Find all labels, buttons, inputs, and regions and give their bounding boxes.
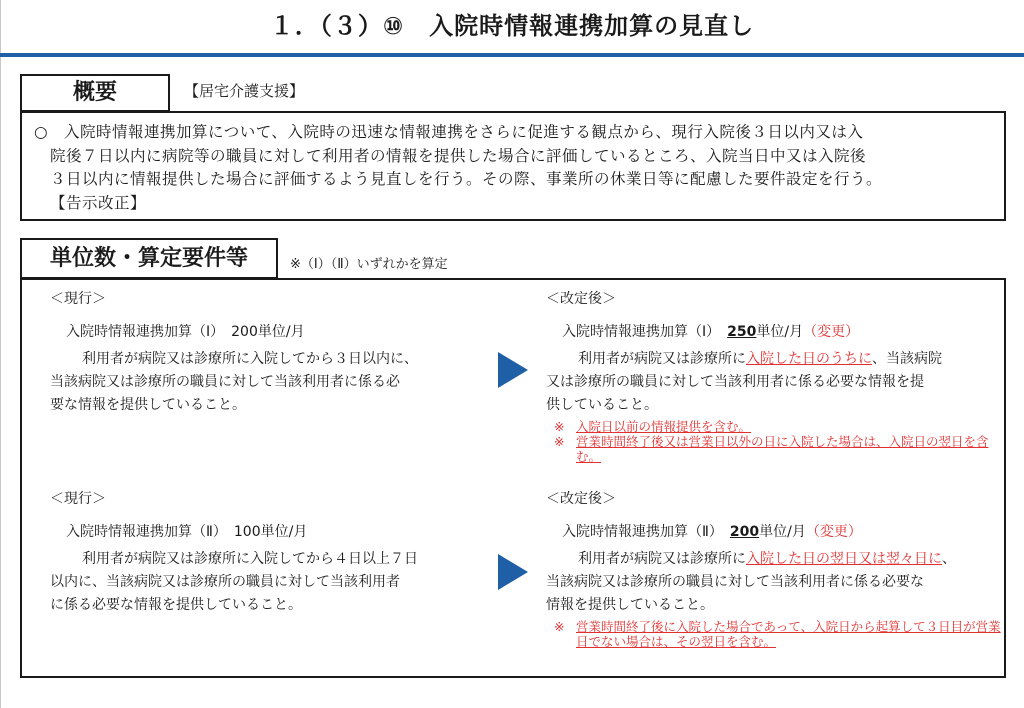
current-label: ＜現行＞ [50, 491, 106, 507]
revised-value: 250 [727, 324, 757, 340]
note-mark: ※ [554, 434, 565, 449]
desc-text: 、 [942, 551, 956, 567]
row1-revised [546, 288, 996, 464]
overview-line-3: ３日以内に情報提供した場合に評価するよう見直しを行う。その際、事業所の休業日等に配慮した要件設定を行う。 [50, 170, 883, 188]
desc-text: 、当該病院 [872, 351, 942, 367]
desc-line: 以内に、当該病院又は診療所の職員に対して当該利用者 [50, 574, 400, 590]
overview-line-2: 院後７日以内に病院等の職員に対して利用者の情報を提供した場合に評価しているところ、入院当日中又は入院後 [50, 146, 867, 165]
desc-line: 又は診療所の職員に対して当該利用者に係る必要な情報を提 [546, 374, 924, 390]
arrow-right-icon [498, 554, 528, 590]
desc-text: 利用者が病院又は診療所に [578, 551, 746, 567]
overview-line-1: 入院時情報連携加算について、入院時の迅速な情報連携をさらに促進する観点から、現行入院後３日以内又は入 [64, 123, 864, 141]
note [554, 419, 996, 434]
current-desc [50, 348, 470, 417]
revised-desc [546, 348, 996, 417]
row1-current [50, 288, 470, 417]
unit-suffix: 単位/月 [756, 324, 804, 340]
item-name: 入院時情報連携加算（Ⅰ） [562, 324, 728, 340]
note [554, 434, 996, 464]
title-rule [0, 53, 1024, 57]
revised-notes [554, 619, 1001, 649]
units-note: ※（Ⅰ）（Ⅱ）いずれかを算定 [290, 257, 448, 272]
desc-highlight: 入院した日の翌日又は翌々日に [746, 551, 942, 567]
revised-desc [546, 548, 996, 617]
desc-line: 利用者が病院又は診療所に入院してから３日以内に、 [82, 351, 418, 367]
current-desc [50, 548, 470, 617]
overview-category: 【居宅介護支援】 [184, 82, 305, 100]
units-box [20, 278, 1006, 678]
note-text: 入院日以前の情報提供を含む。 [576, 419, 752, 434]
page-title: １．（３）⑩ 入院時情報連携加算の見直し [269, 12, 755, 40]
revised-value: 200 [729, 524, 760, 540]
current-item: 入院時情報連携加算（Ⅰ） 200単位/月 [66, 324, 305, 340]
row2-revised [546, 488, 1001, 649]
revised-item [562, 321, 996, 344]
note [554, 619, 1006, 649]
desc-line: 供していること。 [546, 397, 658, 413]
item-name: 入院時情報連携加算（Ⅱ） [562, 524, 730, 540]
revised-notes [554, 419, 996, 464]
desc-line: 当該病院又は診療所の職員に対して当該利用者に係る必 [50, 374, 400, 390]
overview-paragraph [34, 121, 992, 215]
current-label: ＜現行＞ [50, 291, 106, 307]
desc-line: 情報を提供していること。 [546, 597, 714, 613]
overview-box [20, 111, 1006, 221]
desc-highlight: 入院した日のうちに [746, 351, 872, 367]
desc-line: 利用者が病院又は診療所に入院してから４日以上７日 [82, 551, 418, 567]
current-item: 入院時情報連携加算（Ⅱ） 100単位/月 [66, 524, 308, 540]
change-badge: （変更） [805, 524, 862, 540]
bullet-circle: ○ [34, 123, 49, 141]
note-mark: ※ [554, 419, 565, 434]
revised-label: ＜改定後＞ [546, 491, 616, 507]
change-badge: （変更） [803, 324, 860, 340]
unit-suffix: 単位/月 [759, 524, 806, 540]
row2-current [50, 488, 470, 617]
revised-label: ＜改定後＞ [546, 291, 616, 307]
arrow-right-icon [498, 352, 528, 388]
note-text: 営業時間終了後又は営業日以外の日に入院した場合は、入院日の翌日を含む。 [576, 434, 989, 464]
overview-tab: 概要 [20, 74, 170, 112]
desc-line: 要な情報を提供していること。 [50, 397, 246, 413]
desc-text: 利用者が病院又は診療所に [578, 351, 746, 367]
revised-item [562, 521, 996, 544]
note-mark: ※ [554, 619, 565, 634]
overview-line-4: 【告示改正】 [50, 193, 147, 212]
desc-line: 当該病院又は診療所の職員に対して当該利用者に係る必要な [546, 574, 924, 590]
page-left-edge [0, 0, 1, 708]
note-text: 営業時間終了後に入院した場合であって、入院日から起算して３日目が営業日でない場合は、その翌日を含む。 [576, 619, 1001, 649]
units-tab: 単位数・算定要件等 [20, 238, 278, 279]
desc-line: に係る必要な情報を提供していること。 [50, 597, 302, 613]
